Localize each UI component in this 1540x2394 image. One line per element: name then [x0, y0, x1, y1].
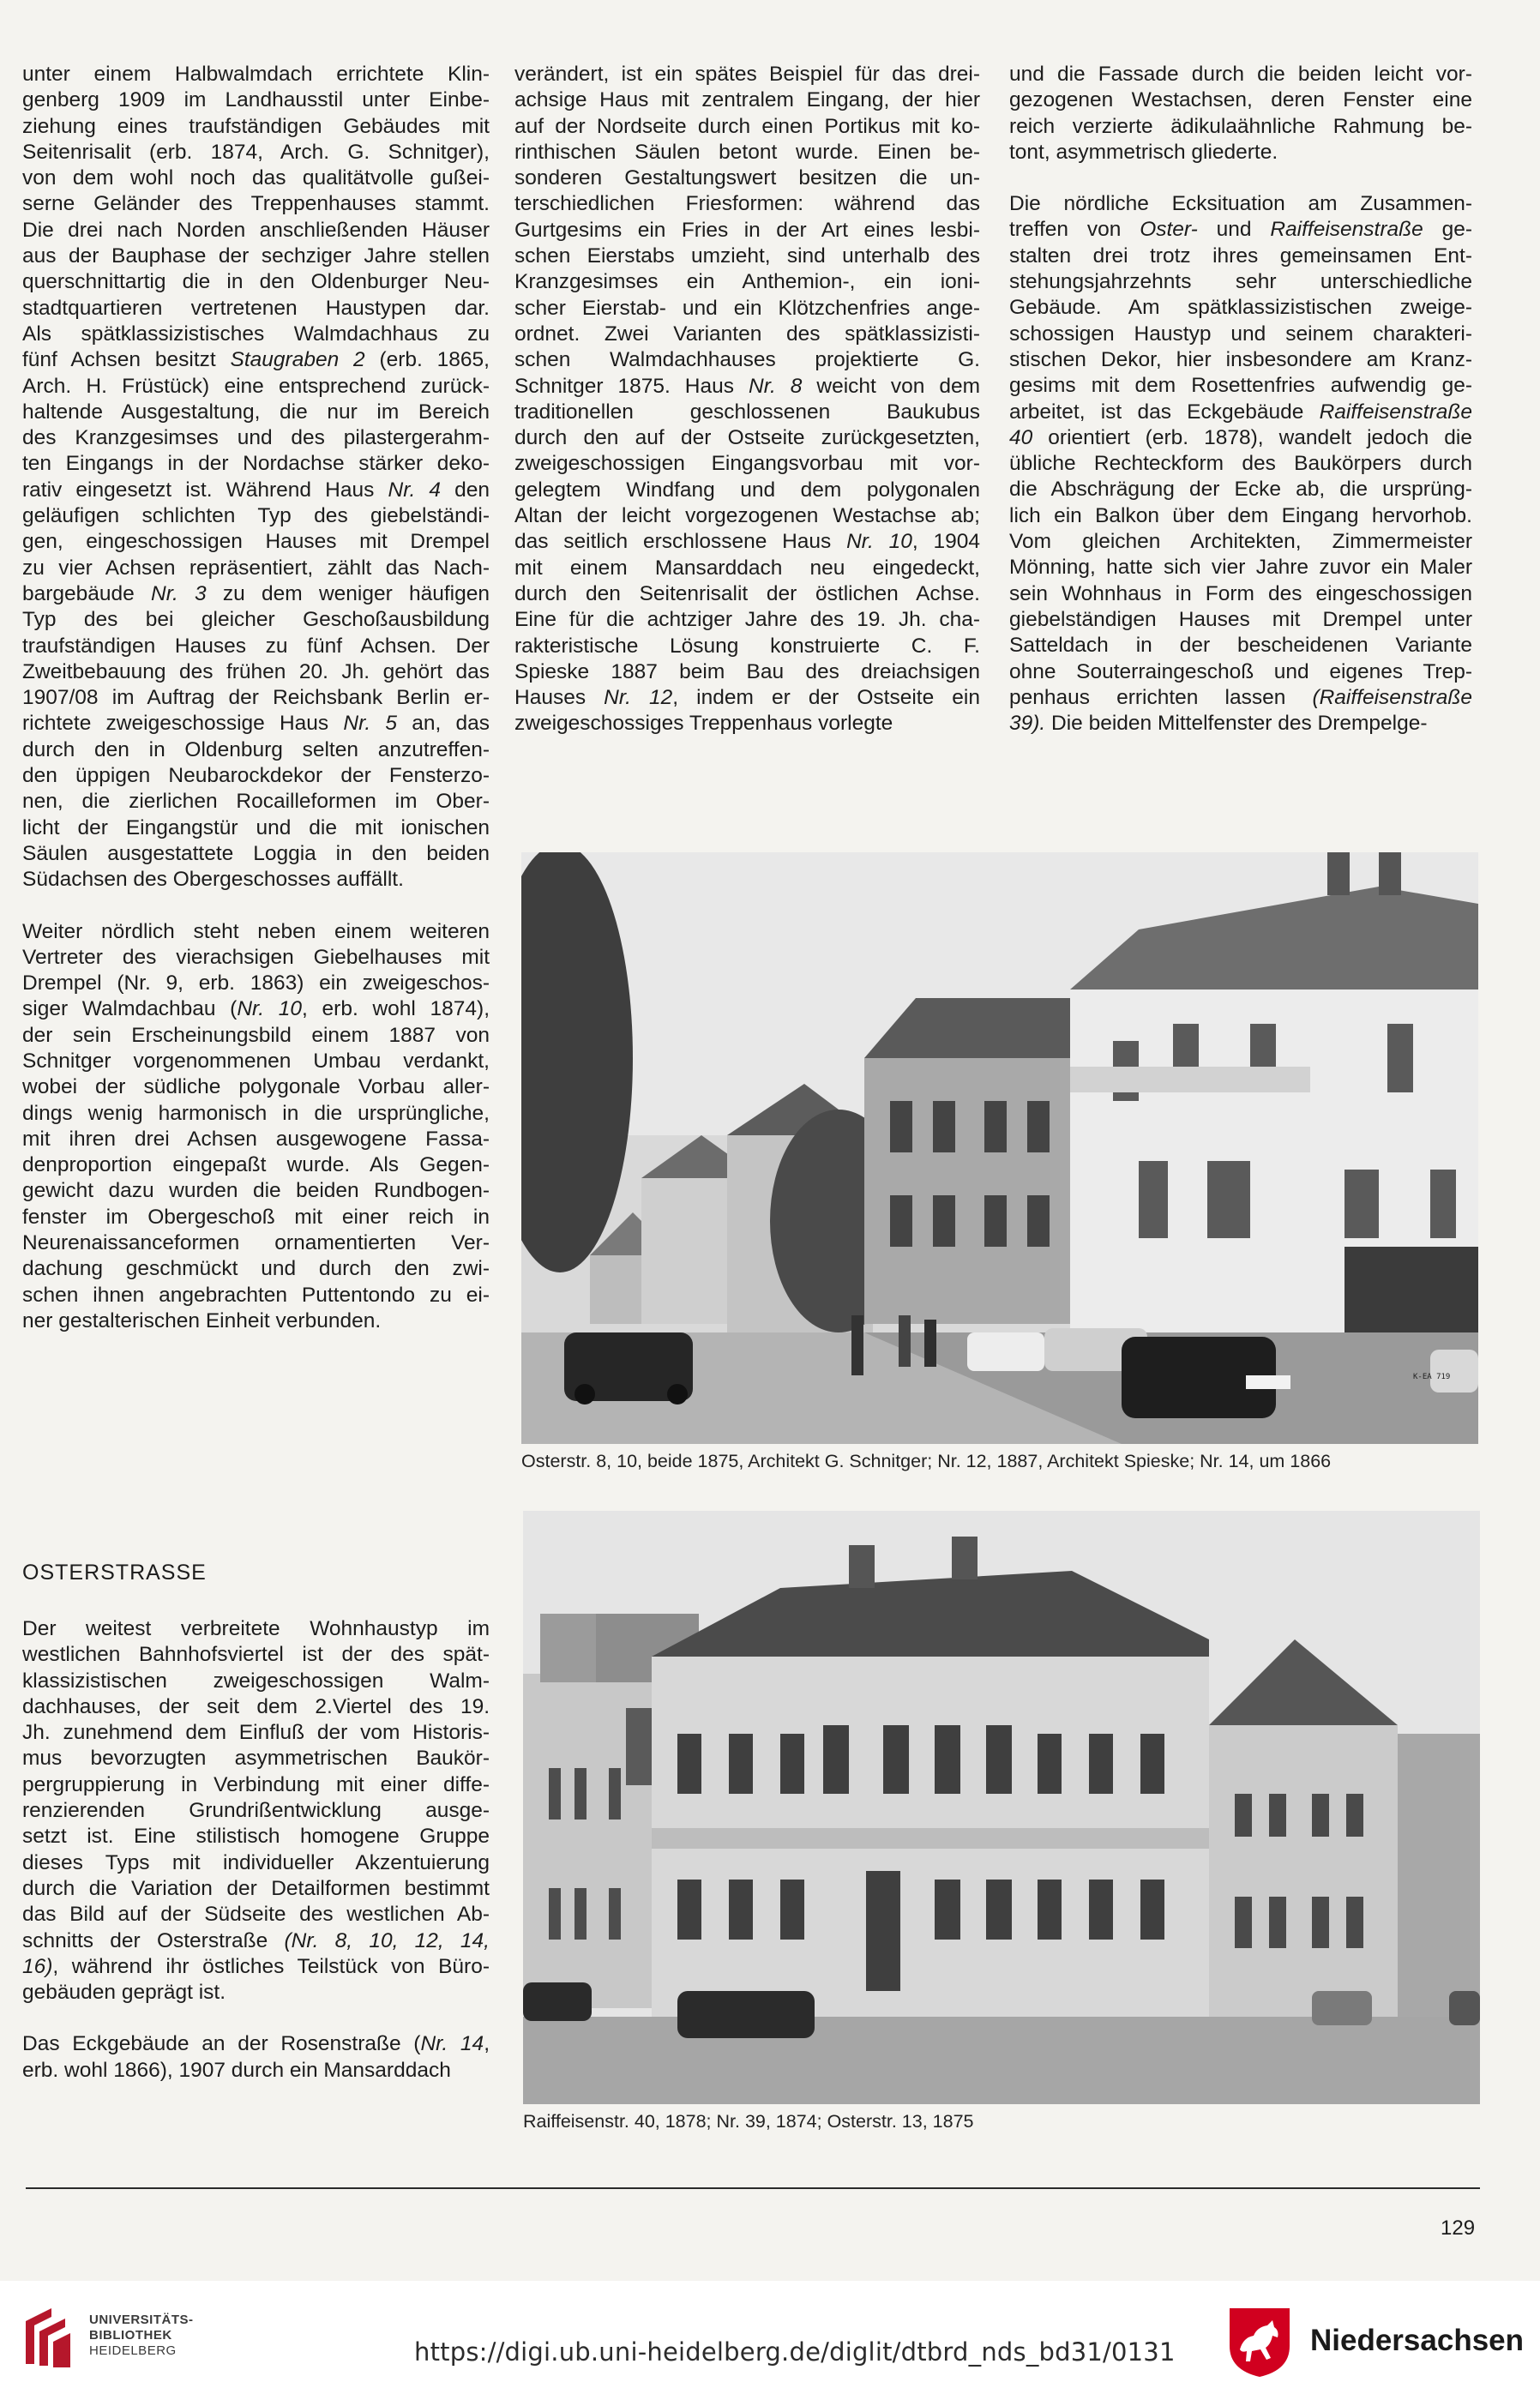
text-line: serne Geländer des Treppenhauses stammt.: [22, 192, 490, 216]
text-line: fenster im Obergeschoß mit einer reich in: [22, 1205, 490, 1229]
library-name-line-2: BIBLIOTHEK: [89, 2328, 172, 2343]
text-line: unter einem Halbwalmdach errichtete Klin-: [22, 63, 490, 86]
text-line: querschnittartig die in den Oldenburger Neu-: [22, 270, 490, 294]
text-line: 39). Die beiden Mittelfenster des Drempelge-: [1009, 712, 1428, 736]
paragraph: [22, 62, 490, 893]
text-line: zweigeschossigen Eingangsvorbau mit vor-: [514, 452, 980, 476]
text-line: durch den Seitenrisalit der östlichen Achse.: [514, 581, 980, 605]
text-line: renzierenden Grundrißentwicklung ausge-: [22, 1799, 490, 1823]
text-line: Arch. H. Früstück) eine entsprechend zurück-: [22, 374, 490, 398]
text-line: Satteldach in der bescheidenen Variante: [1009, 634, 1472, 658]
paragraph: [22, 1616, 490, 2006]
library-name-line-1: UNIVERSITÄTS-: [89, 2313, 194, 2327]
text-line: fünf Achsen besitzt Staugraben 2 (erb. 1865,: [22, 348, 490, 372]
text-line: achsige Haus mit zentralem Eingang, der hier: [514, 88, 980, 112]
text-line: terschiedlichen Friesformen: während das: [514, 192, 980, 216]
text-line: ziehung eines traufständigen Gebäudes mit: [22, 114, 490, 138]
text-line: Die nördliche Ecksituation am Zusammen-: [1009, 192, 1472, 216]
text-line: Hauses Nr. 12, indem er der Ostseite ein: [514, 686, 980, 710]
text-line: klassizistischen zweigeschossigen Walm-: [22, 1669, 490, 1693]
text-line: scher Eierstab- und ein Klötzchenfries ange-: [514, 296, 980, 320]
text-line: dings wenig harmonisch in die ursprüngliche,: [22, 1101, 490, 1125]
text-line: denproportion eingepaßt wurde. Als Gegen-: [22, 1153, 490, 1177]
text-line: die Abschrägung der Ecke ab, die ursprüng-: [1009, 478, 1472, 502]
text-line: Weiter nördlich steht neben einem weiteren: [22, 919, 490, 943]
text-line: siger Walmdachbau (Nr. 10, erb. wohl 1874),: [22, 997, 490, 1021]
text-line: schen ihnen angebrachten Puttentondo zu ei-: [22, 1283, 490, 1307]
text-line: Säulen ausgestattete Loggia in den beiden: [22, 841, 490, 865]
text-line: setzt ist. Eine stilistisch homogene Gruppe: [22, 1825, 490, 1849]
text-line: wobei der südliche polygonale Vorbau aller-: [22, 1075, 490, 1099]
text-line: traufständigen Hauses zu fünf Achsen. Der: [22, 634, 490, 658]
paragraph: [22, 919, 490, 1335]
text-line: Gebäude. Am spätklassizistischen zweige-: [1009, 296, 1472, 320]
text-line: arbeitet, ist das Eckgebäude Raiffeisenstraße: [1009, 400, 1472, 424]
text-line: Zweitbebauung des frühen 20. Jh. gehört das: [22, 659, 490, 683]
text-line: mus bevorzugten asymmetrischen Baukör-: [22, 1747, 490, 1771]
state-name: Niedersachsen: [1310, 2324, 1525, 2357]
paragraph: [22, 2031, 490, 2084]
text-line: lich ein Balkon über dem Eingang hervorhob.: [1009, 503, 1472, 527]
text-line: Jh. zunehmend dem Einfluß der vom Historis-: [22, 1721, 490, 1745]
text-line: Altan der leicht vorgezogenen Westachse ab;: [514, 504, 980, 528]
page-number: 129: [1441, 2217, 1476, 2240]
text-line: den üppigen Neubarockdekor der Fensterzo-: [22, 764, 490, 788]
text-line: treffen von Oster- und Raiffeisenstraße ge-: [1009, 218, 1472, 242]
library-logo-icon: [17, 2304, 77, 2373]
text-line: gewicht dazu wurden die beiden Rundbogen-: [22, 1179, 490, 1203]
text-line: Eine für die achtziger Jahre des 19. Jh. cha-: [514, 608, 980, 632]
text-line: zweigeschossiges Treppenhaus vorlegte: [514, 712, 893, 736]
text-line: schnitts der Osterstraße (Nr. 8, 10, 12, 14,: [22, 1928, 490, 1952]
paragraph: [1009, 62, 1472, 165]
section-text: [22, 1616, 490, 2084]
text-line: stischen Dekor, hier insbesondere am Kranz-: [1009, 347, 1472, 371]
text-line: rinthischen Säulen betont wurde. Einen be-: [514, 140, 980, 164]
text-line: Schnitger vorgenommenen Umbau verdankt,: [22, 1049, 490, 1073]
street-photo-illustration: [521, 852, 1478, 1444]
text-line: Spieske 1887 beim Bau des dreiachsigen: [514, 659, 980, 683]
text-line: durch die Variation der Detailformen bestimmt: [22, 1876, 490, 1900]
text-line: das seitlich erschlossene Haus Nr. 10, 1904: [514, 530, 981, 554]
text-line: ten Eingangs in der Nordachse stärker deko-: [22, 452, 490, 476]
text-line: giebelständigen Hauses mit Drempel unter: [1009, 607, 1472, 631]
text-line: auf der Nordseite durch einen Portikus mit ko-: [514, 114, 980, 138]
text-line: Südachsen des Obergeschosses auffällt.: [22, 868, 404, 892]
text-line: das Bild auf der Südseite des westlichen Ab-: [22, 1903, 490, 1927]
text-line: verändert, ist ein spätes Beispiel für das drei-: [514, 63, 980, 86]
text-line: stehungsjahrzehnts sehr unterschiedliche: [1009, 270, 1472, 294]
text-line: Seitenrisalit (erb. 1874, Arch. G. Schnitger),: [22, 140, 490, 164]
text-line: gebäuden geprägt ist.: [22, 1981, 226, 2005]
text-line: erb. wohl 1866), 1907 durch ein Mansarddach: [22, 2058, 451, 2082]
text-column-3: [1009, 62, 1472, 737]
text-line: ohne Souterraingeschoß und eigenes Trep-: [1009, 659, 1472, 683]
library-name: [89, 2313, 194, 2359]
library-logo[interactable]: [17, 2294, 232, 2379]
text-line: Vom gleichen Architekten, Zimmermeister: [1009, 530, 1472, 554]
permalink-url[interactable]: https://digi.ub.uni-heidelberg.de/diglit/dtbrd_nds_bd31/0131: [414, 2337, 1176, 2367]
photo-caption-2: Raiffeisenstr. 40, 1878; Nr. 39, 1874; Osterstr. 13, 1875: [523, 2111, 974, 2132]
text-line: licht der Eingangstür und die mit ionischen: [22, 815, 490, 839]
text-line: 16), während ihr östliches Teilstück von Büro-: [22, 1954, 490, 1978]
text-line: stalten drei trotz ihres gemeinsamen Ent-: [1009, 244, 1472, 268]
text-line: Typ des bei gleicher Geschoßausbildung: [22, 608, 490, 632]
text-line: nen, die zierlichen Rocailleformen im Ober-: [22, 790, 490, 814]
text-line: 1907/08 im Auftrag der Reichsbank Berlin er-: [22, 686, 490, 710]
text-line: genberg 1909 im Landhausstil unter Einbe-: [22, 88, 490, 112]
library-name-line-3: HEIDELBERG: [89, 2343, 177, 2358]
text-line: mit ihren drei Achsen ausgewogene Fassa-: [22, 1127, 490, 1151]
text-line: dieses Typs mit individueller Akzentuierung: [22, 1850, 490, 1874]
footer-rule: [26, 2187, 1480, 2189]
corner-photo-illustration: [523, 1511, 1480, 2104]
text-line: Drempel (Nr. 9, erb. 1863) ein zweigeschos-: [22, 971, 490, 995]
text-line: Mönning, hatte sich vier Jahre zuvor ein Maler: [1009, 556, 1472, 580]
digitization-footer: [0, 2281, 1540, 2394]
text-line: übliche Rechteckform des Baukörpers durch: [1009, 452, 1472, 476]
text-line: von dem wohl noch das qualitätvolle gußei-: [22, 166, 490, 190]
text-line: penhaus errichten lassen (Raiffeisenstraße: [1009, 685, 1472, 709]
text-line: gesims mit dem Rosettenfries aufwendig ge-: [1009, 374, 1472, 398]
text-line: Gurtgesims ein Fries in der Art eines lesbi-: [514, 218, 980, 242]
text-line: schen Eierstabs umzieht, sind unterhalb des: [514, 244, 980, 268]
paragraph: [514, 62, 980, 737]
text-line: Die drei nach Norden anschließenden Häuser: [22, 218, 490, 242]
paragraph: [1009, 191, 1472, 737]
niedersachsen-horse-crest-icon: [1228, 2307, 1291, 2379]
photo-osterstrasse-street: [521, 852, 1478, 1444]
text-line: gelegtem Windfang und dem polygonalen: [514, 478, 980, 502]
text-line: ordnet. Zwei Varianten des spätklassizisti-: [514, 322, 980, 346]
text-line: bargebäude Nr. 3 zu dem weniger häufigen: [22, 581, 490, 605]
text-line: ner gestalterischen Einheit verbunden.: [22, 1308, 382, 1332]
text-column-1: [22, 62, 490, 1334]
text-line: der sein Erscheinungsbild einem 1887 von: [22, 1023, 490, 1047]
text-line: und die Fassade durch die beiden leicht vor-: [1009, 63, 1472, 86]
text-line: des Kranzgesimses und des pilastergerahm-: [22, 426, 490, 450]
text-line: Als spätklassizistisches Walmdachhaus zu: [22, 322, 490, 346]
photo-caption-1: Osterstr. 8, 10, beide 1875, Architekt G. Schnitger; Nr. 12, 1887, Architekt Spieske; Nr. 14, um 1866: [521, 1451, 1332, 1471]
photo-raiffeisenstrasse-corner: [523, 1511, 1480, 2104]
text-column-2: [514, 62, 980, 737]
text-line: dachhauses, der seit dem 2.Viertel des 19.: [22, 1694, 490, 1718]
text-line: pergruppierung in Verbindung mit einer diffe-: [22, 1772, 490, 1796]
text-line: Kranzgesimses ein Anthemion-, ein ioni-: [514, 270, 980, 294]
text-line: schossigen Haustyp und seinem charakteri-: [1009, 322, 1472, 346]
text-line: zu vier Achsen repräsentiert, zählt das Nach-: [22, 556, 490, 580]
text-line: Der weitest verbreitete Wohnhaustyp im: [22, 1617, 490, 1640]
text-line: Neurenaissanceformen ornamentierten Ver-: [22, 1231, 490, 1255]
text-line: Vertreter des vierachsigen Giebelhauses mit: [22, 945, 490, 969]
text-line: gen, eingeschossigen Hauses mit Drempel: [22, 530, 490, 554]
license-plate: K-EA 719: [1413, 1373, 1451, 1381]
text-line: durch den in Oldenburg selten anzutreffen-: [22, 737, 490, 761]
text-line: traditionellen geschlossenen Baukubus: [514, 400, 980, 424]
text-line: schen Walmdachhauses projektierte G.: [514, 348, 980, 372]
text-line: westlichen Bahnhofsviertel ist der des spät-: [22, 1643, 490, 1667]
text-line: haltende Ausgestaltung, die nur im Bereich: [22, 400, 490, 424]
text-line: durch den auf der Ostseite zurückgesetzten,: [514, 426, 980, 450]
text-line: aus der Bauphase der sechziger Jahre stellen: [22, 244, 490, 268]
text-line: sonderen Gestaltungswert besitzen die un-: [514, 166, 980, 190]
text-line: richtete zweigeschossige Haus Nr. 5 an, das: [22, 712, 490, 736]
section-heading: OSTERSTRASSE: [22, 1561, 207, 1585]
text-line: reich verzierte ädikulaähnliche Rahmung be-: [1009, 114, 1472, 138]
text-line: 40 orientiert (erb. 1878), wandelt jedoch die: [1009, 425, 1472, 449]
text-line: dachung geschmückt und durch den zwi-: [22, 1257, 490, 1281]
text-line: Schnitger 1875. Haus Nr. 8 weicht von dem: [514, 374, 980, 398]
text-line: tont, asymmetrisch gliederte.: [1009, 140, 1278, 164]
text-line: stadtquartieren vertretenen Haustypen dar.: [22, 296, 490, 320]
text-line: sein Wohnhaus in Form des eingeschossigen: [1009, 581, 1472, 605]
text-line: rativ eingesetzt ist. Während Haus Nr. 4 den: [22, 478, 490, 502]
text-line: rakteristische Lösung konstruierte C. F.: [514, 634, 980, 658]
text-line: mit einem Mansarddach neu eingedeckt,: [514, 556, 980, 580]
text-line: Das Eckgebäude an der Rosenstraße (Nr. 14,: [22, 2032, 490, 2056]
text-line: gezogenen Westachsen, deren Fenster eine: [1009, 88, 1472, 112]
text-line: geläufigen schlichten Typ des giebelständi-: [22, 504, 490, 528]
